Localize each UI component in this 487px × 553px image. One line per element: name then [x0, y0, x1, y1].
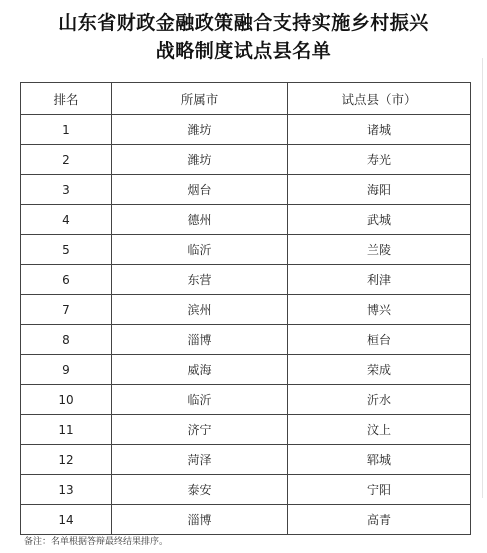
table-header-row: [21, 83, 471, 115]
cell-rank: 11: [21, 415, 112, 445]
page-edge-divider: [482, 58, 483, 498]
cell-county: 高青: [288, 505, 471, 535]
header-county: 试点县（市）: [288, 83, 471, 115]
cell-rank: 10: [21, 385, 112, 415]
cell-rank: 4: [21, 205, 112, 235]
cell-city: 滨州: [112, 295, 288, 325]
header-rank: 排名: [21, 83, 112, 115]
table-row: [21, 175, 471, 205]
cell-city: 淄博: [112, 325, 288, 355]
cell-rank: 7: [21, 295, 112, 325]
pilot-county-table: [20, 82, 471, 535]
cell-county: 汶上: [288, 415, 471, 445]
cell-county: 兰陵: [288, 235, 471, 265]
cell-county: 诸城: [288, 115, 471, 145]
cell-rank: 8: [21, 325, 112, 355]
cell-county: 沂水: [288, 385, 471, 415]
cell-city: 威海: [112, 355, 288, 385]
table-row: [21, 505, 471, 535]
cell-county: 利津: [288, 265, 471, 295]
table-row: [21, 265, 471, 295]
document-title-line-2: 战略制度试点县名单: [155, 40, 332, 62]
cell-city: 东营: [112, 265, 288, 295]
cell-rank: 6: [21, 265, 112, 295]
footnote: 备注：名单根据答辩最终结果排序。: [24, 537, 169, 547]
cell-city: 潍坊: [112, 145, 288, 175]
cell-city: 泰安: [112, 475, 288, 505]
cell-rank: 3: [21, 175, 112, 205]
table-row: [21, 415, 471, 445]
cell-county: 荣成: [288, 355, 471, 385]
cell-city: 德州: [112, 205, 288, 235]
cell-city: 烟台: [112, 175, 288, 205]
cell-city: 济宁: [112, 415, 288, 445]
cell-county: 郓城: [288, 445, 471, 475]
cell-county: 武城: [288, 205, 471, 235]
table-row: [21, 385, 471, 415]
table-row: [21, 115, 471, 145]
cell-rank: 2: [21, 145, 112, 175]
cell-rank: 9: [21, 355, 112, 385]
cell-rank: 12: [21, 445, 112, 475]
cell-city: 淄博: [112, 505, 288, 535]
table-row: [21, 325, 471, 355]
cell-rank: 5: [21, 235, 112, 265]
table-row: [21, 235, 471, 265]
table-row: [21, 445, 471, 475]
cell-city: 潍坊: [112, 115, 288, 145]
cell-county: 宁阳: [288, 475, 471, 505]
cell-rank: 1: [21, 115, 112, 145]
document-title-line-1: 山东省财政金融政策融合支持实施乡村振兴: [58, 12, 429, 34]
table-row: [21, 355, 471, 385]
cell-county: 桓台: [288, 325, 471, 355]
cell-rank: 14: [21, 505, 112, 535]
header-city: 所属市: [112, 83, 288, 115]
table-row: [21, 475, 471, 505]
table-row: [21, 295, 471, 325]
cell-city: 临沂: [112, 385, 288, 415]
cell-city: 临沂: [112, 235, 288, 265]
cell-rank: 13: [21, 475, 112, 505]
cell-city: 菏泽: [112, 445, 288, 475]
cell-county: 海阳: [288, 175, 471, 205]
table-row: [21, 205, 471, 235]
table-row: [21, 145, 471, 175]
cell-county: 博兴: [288, 295, 471, 325]
cell-county: 寿光: [288, 145, 471, 175]
